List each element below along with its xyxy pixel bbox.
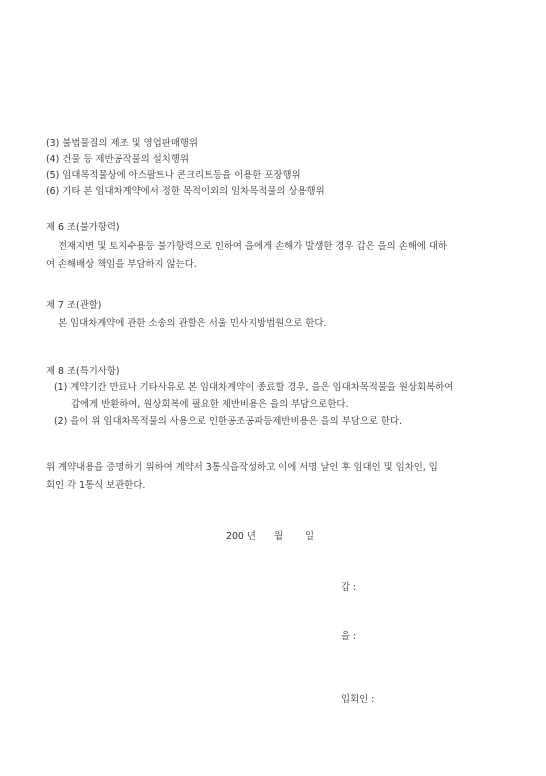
article-8-clause-1-line-1: (1) 계약기간 만료나 기타사유로 본 임대차계약이 종료할 경우, 을은 임대차목적물을 원상회복하여	[54, 382, 454, 393]
article-8-title: 제 8 조(특기사항)	[46, 366, 120, 377]
article-6-title: 제 6 조(불가항력)	[46, 222, 120, 233]
article-6-body-line-2: 여 손해배상 책임을 부담하지 않는다.	[46, 259, 197, 270]
date-day: 일	[305, 531, 315, 542]
article-8-clause-2: (2) 을이 위 임대차목적물의 사용으로 인한공조공파등제반비용은 을의 부담으로 한다.	[54, 416, 403, 427]
article-7-body: 본 임대차계약에 관한 소송의 관할은 서울 민사지방법원으로 한다.	[58, 318, 327, 329]
article-8-clause-1-line-2: 갑에게 반환하여, 원상회복에 필요한 제반비용은 을의 부담으로한다.	[71, 399, 349, 410]
signature-witness: 입회인 :	[341, 694, 375, 705]
closing-line-1: 위 계약내용을 증명하기 위하여 계약서 3통식을작성하고 이에 서명 날인 후 임대인 및 임차인, 입	[46, 462, 438, 473]
closing-line-2: 회인 각 1통식 보관한다.	[46, 480, 146, 491]
prohibited-item-3: (3) 불법물질의 제조 및 영업판매행위	[46, 138, 198, 149]
prohibited-item-6: (6) 기타 본 임대차계약에서 정한 목적이외의 임차목적물의 상용행위	[46, 186, 325, 197]
prohibited-item-5: (5) 임대목적물상에 아스팔트나 콘크리트등을 이용한 포장행위	[46, 170, 301, 181]
article-7-title: 제 7 조(관할)	[46, 300, 102, 311]
date-year: 200 년	[226, 531, 256, 542]
signature-party-b: 을 :	[341, 631, 357, 642]
prohibited-item-4: (4) 건물 등 제반공작물의 설치행위	[46, 154, 189, 165]
article-6-body-line-1: 전재지변 및 토지수용등 불가항력으로 인하여 을에게 손해가 발생한 경우 갑은 을의 손해에 대하	[58, 241, 447, 252]
date-month: 월	[274, 531, 284, 542]
signature-party-a: 갑 :	[341, 582, 357, 593]
